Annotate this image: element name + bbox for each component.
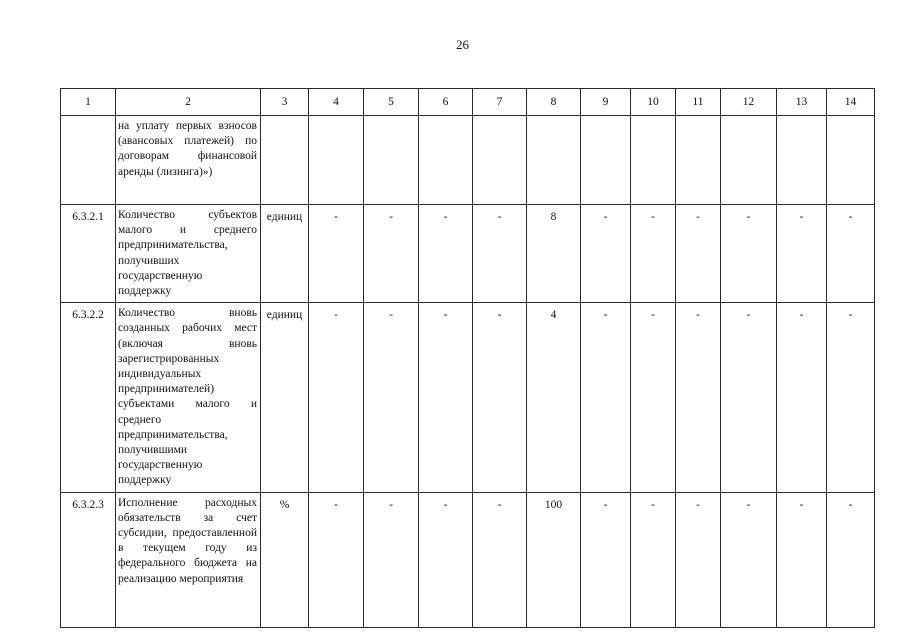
value-cell — [527, 116, 581, 205]
value-cell: 4 — [527, 303, 581, 492]
row-id: 6.3.2.2 — [61, 303, 116, 492]
value-cell: - — [827, 303, 875, 492]
value-cell: - — [827, 492, 875, 627]
column-header: 6 — [419, 89, 473, 116]
row-unit: единиц — [261, 205, 309, 303]
value-cell: - — [676, 303, 721, 492]
column-header: 14 — [827, 89, 875, 116]
value-cell: - — [777, 303, 827, 492]
value-cell: - — [419, 205, 473, 303]
table-row — [61, 116, 875, 205]
row-description: Исполнение расходных обязательств за счет субсидии, предоставленной в текущем году из федерального бюджета на реализацию мероприятия — [116, 492, 261, 627]
value-cell: - — [309, 205, 364, 303]
value-cell: - — [419, 492, 473, 627]
value-cell — [777, 116, 827, 205]
column-header: 4 — [309, 89, 364, 116]
column-header: 2 — [116, 89, 261, 116]
value-cell — [364, 116, 419, 205]
value-cell: - — [721, 205, 777, 303]
row-description: Количество субъектов малого и среднего предпринимательства, получивших государственную поддержку — [116, 205, 261, 303]
table-row — [61, 303, 875, 492]
value-cell: - — [419, 303, 473, 492]
value-cell: - — [777, 205, 827, 303]
value-cell: - — [827, 205, 875, 303]
value-cell: - — [473, 303, 527, 492]
row-unit: % — [261, 492, 309, 627]
column-header: 12 — [721, 89, 777, 116]
value-cell: - — [364, 205, 419, 303]
value-cell: 8 — [527, 205, 581, 303]
value-cell: - — [364, 303, 419, 492]
value-cell: - — [631, 205, 676, 303]
column-header: 8 — [527, 89, 581, 116]
column-header: 1 — [61, 89, 116, 116]
value-cell — [721, 116, 777, 205]
value-cell: - — [721, 303, 777, 492]
row-description: Количество вновь созданных рабочих мест (включая вновь зарегистрированных индивидуальных предпринимателей) субъектами малого и среднего предпринимательства, получившими государственную поддержку — [116, 303, 261, 492]
value-cell: - — [581, 303, 631, 492]
column-header: 7 — [473, 89, 527, 116]
value-cell — [473, 116, 527, 205]
column-header: 9 — [581, 89, 631, 116]
value-cell: - — [676, 205, 721, 303]
value-cell — [581, 116, 631, 205]
value-cell — [676, 116, 721, 205]
column-header: 13 — [777, 89, 827, 116]
value-cell: - — [676, 492, 721, 627]
column-header: 10 — [631, 89, 676, 116]
value-cell: - — [777, 492, 827, 627]
value-cell — [309, 116, 364, 205]
value-cell — [631, 116, 676, 205]
row-id: 6.3.2.1 — [61, 205, 116, 303]
column-header: 3 — [261, 89, 309, 116]
value-cell: - — [631, 303, 676, 492]
row-description: на уплату первых взносов (авансовых платежей) по договорам финансовой аренды (лизинга)») — [116, 116, 261, 205]
value-cell: - — [309, 303, 364, 492]
value-cell: - — [721, 492, 777, 627]
value-cell: - — [473, 492, 527, 627]
column-header: 11 — [676, 89, 721, 116]
value-cell: - — [364, 492, 419, 627]
value-cell: - — [309, 492, 364, 627]
value-cell: 100 — [527, 492, 581, 627]
page-number: 26 — [456, 37, 469, 52]
row-unit — [261, 116, 309, 205]
value-cell: - — [473, 205, 527, 303]
table-row — [61, 205, 875, 303]
row-id: 6.3.2.3 — [61, 492, 116, 627]
table-header-row — [61, 89, 875, 116]
value-cell: - — [581, 205, 631, 303]
value-cell: - — [581, 492, 631, 627]
value-cell — [419, 116, 473, 205]
row-unit: единиц — [261, 303, 309, 492]
row-id — [61, 116, 116, 205]
column-header: 5 — [364, 89, 419, 116]
value-cell: - — [631, 492, 676, 627]
value-cell — [827, 116, 875, 205]
indicators-table — [60, 88, 875, 628]
table-row — [61, 492, 875, 627]
